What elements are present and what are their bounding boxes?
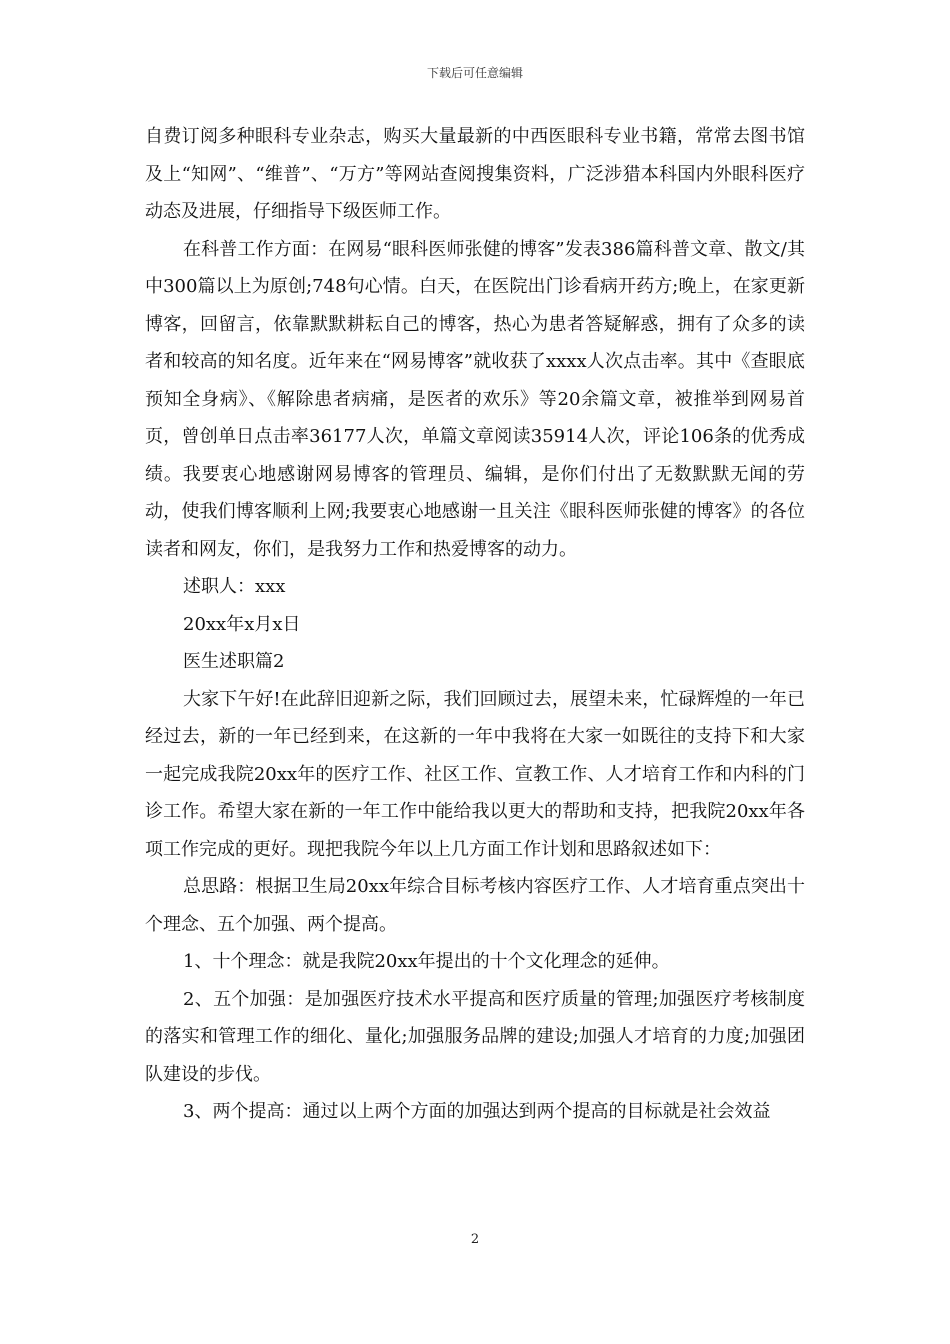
section-heading: 医生述职篇2 (183, 651, 285, 672)
page-header: 下载后可任意编辑 (426, 66, 523, 80)
paragraph-continuation: 自费订阅多种眼科专业杂志，购买大量最新的中西医眼科专业书籍，常常去图书馆及上“知网”、“维普”、“万方”等网站查阅搜集资料，广泛涉猎本科国内外眼科医疗动态及进展，仔细指导下级医师工作。 (145, 126, 805, 222)
date-line: 20xx年x月x日 (183, 613, 301, 635)
paragraph-greeting: 大家下午好!在此辞旧迎新之际，我们回顾过去，展望未来，忙碌辉煌的一年已经过去，新的一年已经到来，在这新的一年中我将在大家一如既往的支持下和大家一起完成我院20xx年的医疗工作、社区工作、宣教工作、人才培育工作和内科的门诊工作。希望大家在新的一年工作中能给我以更大的帮助和支持，把我院20xx年各项工作完成的更好。现把我院今年以上几方面工作计划和思路叙述如下： (145, 688, 805, 860)
page-number: 2 (470, 1232, 480, 1247)
list-item-ten-concepts: 1、十个理念：就是我院20xx年提出的十个文化理念的延伸。 (183, 951, 670, 972)
list-item-five-strengthen: 2、五个加强：是加强医疗技术水平提高和医疗质量的管理;加强医疗考核制度的落实和管理工作的细化、量化;加强服务品牌的建设;加强人才培育的力度;加强团队建设的步伐。 (145, 988, 805, 1085)
reporter-line: 述职人：xxx (183, 576, 286, 597)
paragraph-science-work: 在科普工作方面：在网易“眼科医师张健的博客”发表386篇科普文章、散文/其中300篇以上为原创;748句心情。白天，在医院出门诊看病开药方;晚上，在家更新博客，回留言，依靠默默耕耘自己的博客，热心为患者答疑解惑，拥有了众多的读者和较高的知名度。近年来在“网易博客”就收获了xxxx人次点击率。其中《查眼底预知全身病》、《解除患者病痛，是医者的欢乐》等20余篇文章，被推举到网易首页，曾创单日点击率36177人次，单篇文章阅读35914人次，评论106条的优秀成绩。我要衷心地感谢网易博客的管理员、编辑，是你们付出了无数默默无闻的劳动，使我们博客顺利上网;我要衷心地感谢一且关注《眼科医师张健的博客》的各位读者和网友，你们，是我努力工作和热爱博客的动力。 (145, 238, 805, 560)
document-body (145, 118, 805, 1131)
paragraph-overall-approach: 总思路：根据卫生局20xx年综合目标考核内容医疗工作、人才培育重点突出十个理念、五个加强、两个提高。 (145, 876, 805, 935)
list-item-two-improvements: 3、两个提高：通过以上两个方面的加强达到两个提高的目标就是社会效益 (183, 1101, 771, 1122)
